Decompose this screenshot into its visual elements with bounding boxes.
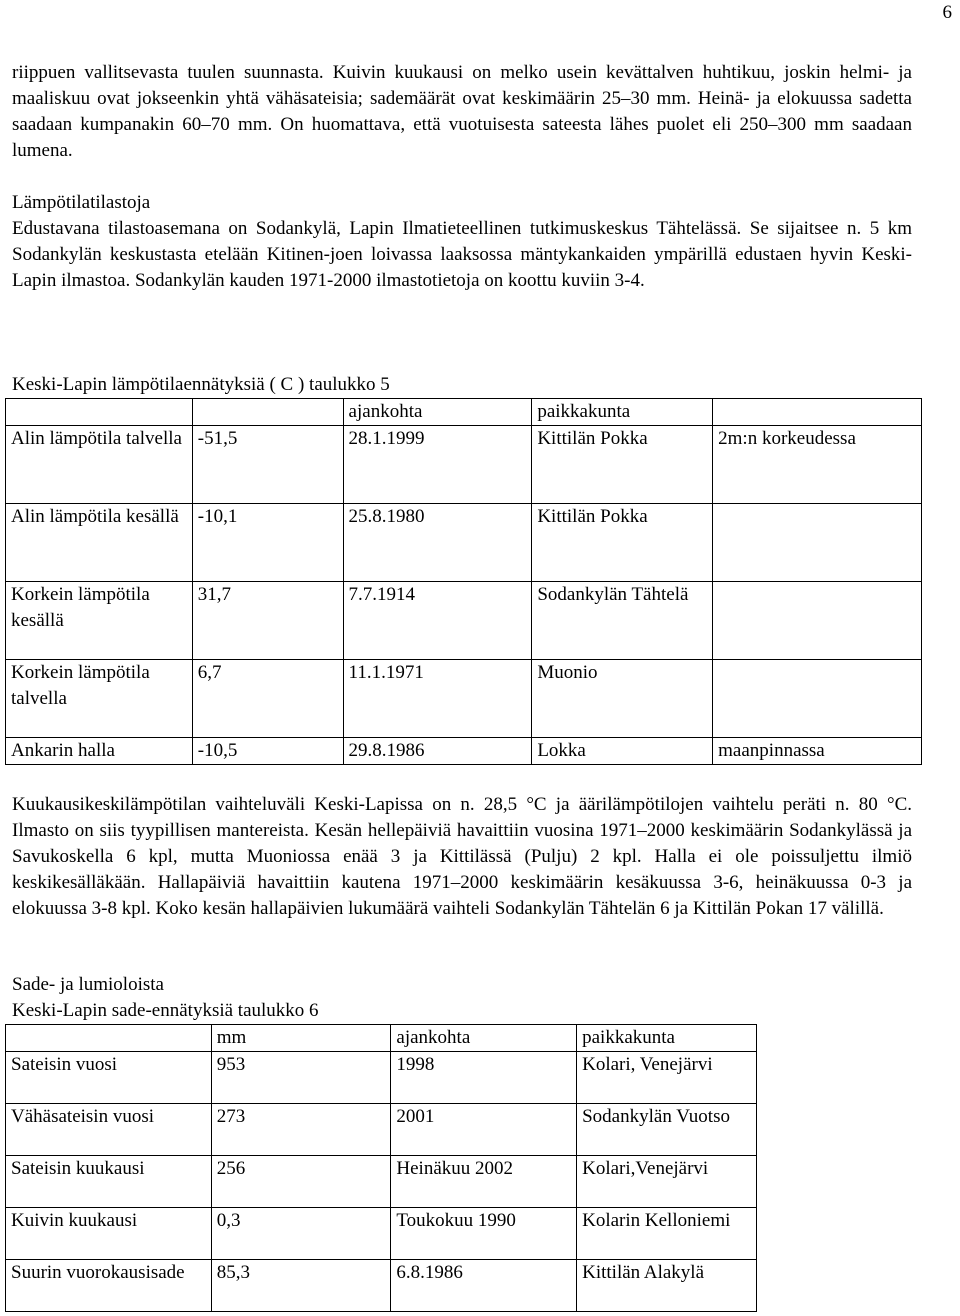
table6-caption: Keski-Lapin sade-ennätyksiä taulukko 6 [12,1000,319,1021]
table-row [6,582,922,660]
row-label: Alin lämpötila talvella [6,426,193,504]
record-note [713,660,922,738]
record-place: Kittilän Alakylä [577,1260,757,1312]
table-row [6,1104,757,1156]
record-mm: 953 [211,1052,391,1104]
temperature-stats-paragraph: Edustavana tilastoasemana on Sodankylä, Lapin Ilmatieteellinen tutkimuskeskus Tähtelässä. Se sijaitsee n. 5 km Sodankylän keskustasta etelään Kitinen-joen loivassa laaksossa mäntykankaiden ympärillä edustaen hyvin Keski-Lapin ilmastoa. Sodankylän kauden 1971-2000 ilmastotietoja on koottu kuviin 3-4. [12,218,912,291]
table6-header-row [6,1025,757,1052]
table6-header-cell: paikkakunta [577,1025,757,1052]
table-row [6,426,922,504]
table6-header-cell: ajankohta [391,1025,577,1052]
record-date: Heinäkuu 2002 [391,1156,577,1208]
row-label: Korkein lämpötila talvella [6,660,193,738]
record-mm: 85,3 [211,1260,391,1312]
table-row [6,1260,757,1312]
record-place: Sodankylän Vuotso [577,1104,757,1156]
record-value: 6,7 [192,660,343,738]
record-date: 7.7.1914 [343,582,532,660]
table6-header-cell [6,1025,212,1052]
record-date: 29.8.1986 [343,738,532,765]
table5-temperature-records [5,398,922,765]
table5-header-cell [192,399,343,426]
table5-caption: Keski-Lapin lämpötilaennätyksiä ( C ) taulukko 5 [12,374,390,395]
page-number: 6 [942,2,952,23]
row-label: Sateisin vuosi [6,1052,212,1104]
table5-header-cell [713,399,922,426]
record-place: Kolari, Venejärvi [577,1052,757,1104]
row-label: Alin lämpötila kesällä [6,504,193,582]
table6-precipitation-records [5,1024,757,1312]
record-value: -10,1 [192,504,343,582]
table6-header-cell: mm [211,1025,391,1052]
table-row [6,504,922,582]
table-row [6,1052,757,1104]
table5-header-cell: paikkakunta [532,399,713,426]
record-place: Muonio [532,660,713,738]
monthly-temperature-paragraph: Kuukausikeskilämpötilan vaihteluväli Keski-Lapissa on n. 28,5 °C ja äärilämpötilojen vaihtelu peräti n. 80 °C. Ilmasto on siis tyypillisen mantereista. Kesän hellepäiviä havaittiin vuosina 1971–2000 keskimäärin Sodankylässä ja Savukoskella 6 kpl, mutta Muoniossa enää 3 ja Kittilässä (Pulju) 2 kpl. Halla ei ole poissuljettu ilmiö keskikesälläkään. Hallapäiviä havaittiin kautena 1971–2000 keskimäärin kesäkuussa 3-6, heinäkuussa 0-3 ja elokuussa 3-8 kpl. Koko kesän hallapäivien lukumäärä vaihteli Sodankylän Tähtelän 6 ja Kittilän Pokan 17 välillä. [12,794,912,919]
temperature-stats-heading: Lämpötilatilastoja [12,192,151,213]
record-place: Kittilän Pokka [532,426,713,504]
record-note: maanpinnassa [713,738,922,765]
table5-header-row [6,399,922,426]
record-note [713,504,922,582]
record-place: Sodankylän Tähtelä [532,582,713,660]
record-place: Lokka [532,738,713,765]
table-row [6,738,922,765]
record-value: -10,5 [192,738,343,765]
record-date: 11.1.1971 [343,660,532,738]
table5-header-cell: ajankohta [343,399,532,426]
record-date: Toukokuu 1990 [391,1208,577,1260]
row-label: Kuivin kuukausi [6,1208,212,1260]
record-value: 31,7 [192,582,343,660]
record-place: Kittilän Pokka [532,504,713,582]
record-mm: 256 [211,1156,391,1208]
record-note [713,582,922,660]
table5-header-cell [6,399,193,426]
record-date: 2001 [391,1104,577,1156]
record-date: 25.8.1980 [343,504,532,582]
record-place: Kolarin Kelloniemi [577,1208,757,1260]
table-row [6,660,922,738]
row-label: Vähäsateisin vuosi [6,1104,212,1156]
record-mm: 273 [211,1104,391,1156]
table-row [6,1208,757,1260]
record-date: 1998 [391,1052,577,1104]
row-label: Suurin vuorokausisade [6,1260,212,1312]
intro-paragraph: riippuen vallitsevasta tuulen suunnasta. Kuivin kuukausi on melko usein kevättalven huhtikuu, joskin helmi- ja maaliskuu ovat jokseenkin yhtä vähäsateisia; sademäärät ovat keskimäärin 25–30 mm. Heinä- ja elokuussa sadetta saadaan kumpanakin 60–70 mm. On huomattava, että vuotuisesta sateesta lähes puolet eli 250–300 mm saadaan lumena. [12,62,912,161]
row-label: Korkein lämpötila kesällä [6,582,193,660]
record-place: Kolari,Venejärvi [577,1156,757,1208]
record-note: 2m:n korkeudessa [713,426,922,504]
row-label: Ankarin halla [6,738,193,765]
row-label: Sateisin kuukausi [6,1156,212,1208]
record-mm: 0,3 [211,1208,391,1260]
record-date: 28.1.1999 [343,426,532,504]
record-date: 6.8.1986 [391,1260,577,1312]
record-value: -51,5 [192,426,343,504]
precipitation-heading: Sade- ja lumioloista [12,974,164,995]
table-row [6,1156,757,1208]
